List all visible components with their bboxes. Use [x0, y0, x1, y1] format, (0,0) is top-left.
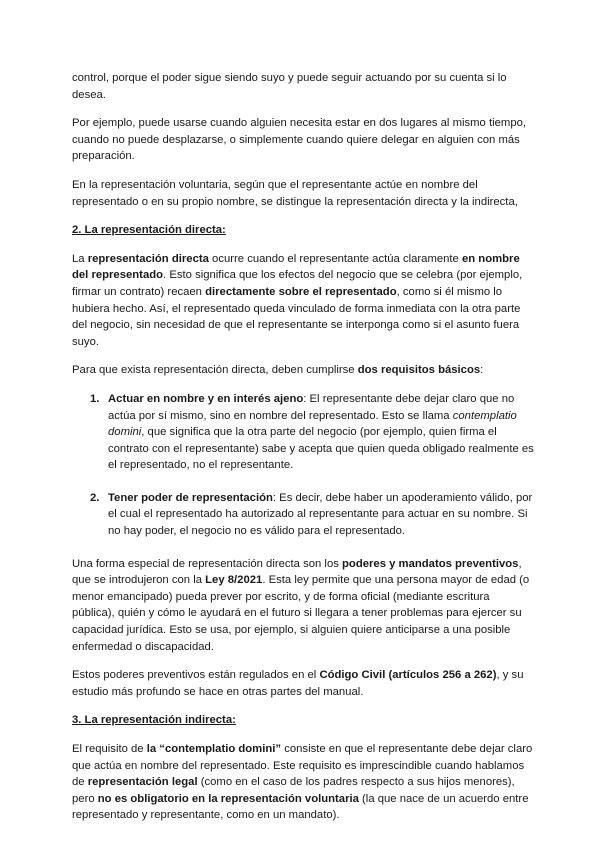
text-run: . Esta ley permite que una persona mayor de edad (o menor emancipado) pueda prever por escrito, y de forma oficial (mediante escritura pública), quién y cómo le ayudará en el futuro si llegara a tener problemas para ejercer su capacidad jurídica. Esto se usa, por ejemplo, si alguien quiere anticiparse a una posible enfermedad o discapacidad. — [72, 574, 530, 653]
list-number: 2. — [90, 491, 100, 504]
bold-run: poderes y mandatos preventivos — [342, 557, 519, 570]
list-number: 1. — [90, 392, 100, 405]
intro-paragraph-3: En la representación voluntaria, según que el representante actúe en nombre del representado o en su propio nombre, se distingue la representación directa y la indirecta, — [72, 178, 518, 208]
bold-run: Ley 8/2021 — [205, 574, 263, 587]
text-run: , como si él mismo lo hubiera hecho. Así, el representado queda vinculado de forma inmediata con la otra parte del negocio, sin necesidad de que el representante se interponga como si el asunto fuera suyo. — [72, 285, 521, 348]
intro-paragraph-1: control, porque el poder sigue siendo suyo y puede seguir actuando por su cuenta si lo desea. — [72, 72, 507, 101]
section-heading-representacion-directa: 2. La representación directa: — [72, 224, 226, 237]
text-run: : — [480, 364, 484, 377]
bold-run: dos requisitos básicos — [357, 364, 481, 377]
text-run: Para que exista representación directa, deben cumplirse — [72, 364, 358, 377]
text-run: . Esto significa que los efectos del negocio que se celebra (por ejemplo, firmar un contrato) recaen — [72, 269, 523, 298]
bold-run: Tener poder de representación — [108, 491, 273, 504]
text-run: Estos poderes preventivos están regulados en el — [72, 669, 320, 682]
text-run: Una forma especial de representación directa son los — [72, 557, 343, 570]
requirements-list — [72, 391, 534, 540]
paragraph-requisitos — [72, 362, 534, 379]
text-run: , y su estudio más profundo se hace en otras partes del manual. — [72, 669, 524, 698]
text-run: (la que nace de un acuerdo entre representado y representante, como en un mandato). — [72, 792, 529, 822]
paragraph-representacion-directa — [72, 251, 534, 351]
list-item-requisito-2 — [72, 490, 534, 540]
intro-paragraph-2: Por ejemplo, puede usarse cuando alguien necesita estar en dos lugares al mismo tiempo, cuando no puede desplazarse, o simplemente cuando quiere delegar en alguien con más preparación. — [72, 117, 527, 163]
text-run: , que significa que la otra parte del negocio (por ejemplo, quien firma el contrato con el representante) sabe y acepta que quien queda obligado realmente es el representado, no el representante. — [108, 426, 534, 472]
text-run: La — [72, 252, 88, 265]
bold-run: Código Civil (artículos 256 a 262) — [319, 669, 497, 682]
text-run: El requisito de — [72, 743, 147, 755]
list-item-requisito-1 — [72, 391, 534, 474]
text-run: : Es decir, debe haber un apoderamiento válido, por el cual el representado ha autorizado al representante para actuar en su nombre. Si no hay poder, el negocio no es válido para el representado. — [108, 491, 533, 538]
bold-run: representación legal — [87, 776, 198, 789]
bold-run: en nombre del representado — [72, 252, 520, 282]
bold-run: representación directa — [87, 252, 209, 265]
text-run: consiste en que el representante debe dejar claro que actúa en nombre del representado. Este requisito es imprescindible cuando hablamos de — [72, 743, 533, 789]
section-heading-representacion-indirecta: 3. La representación indirecta: — [72, 714, 236, 727]
paragraph-poderes-preventivos — [72, 556, 534, 656]
bold-run: no es obligatorio en la representación voluntaria — [97, 792, 359, 805]
text-run: : El representante debe dejar claro que no actúa por sí mismo, sino en nombre del representado. Esto se llama — [108, 392, 515, 422]
italic-run: contemplatio domini — [108, 409, 517, 439]
text-run: (como en el caso de los padres respecto a sus hijos menores), pero — [72, 776, 515, 805]
paragraph-representacion-indirecta — [72, 741, 534, 824]
bold-run: Actuar en nombre y en interés ajeno — [108, 392, 304, 405]
text-run: ocurre cuando el representante actúa claramente — [208, 252, 462, 265]
bold-run: la “contemplatio domini” — [146, 743, 282, 755]
page-content — [72, 70, 534, 836]
bold-run: directamente sobre el representado — [205, 285, 397, 298]
text-run: , que se introdujeron con la — [72, 557, 522, 587]
paragraph-codigo-civil — [72, 667, 534, 700]
